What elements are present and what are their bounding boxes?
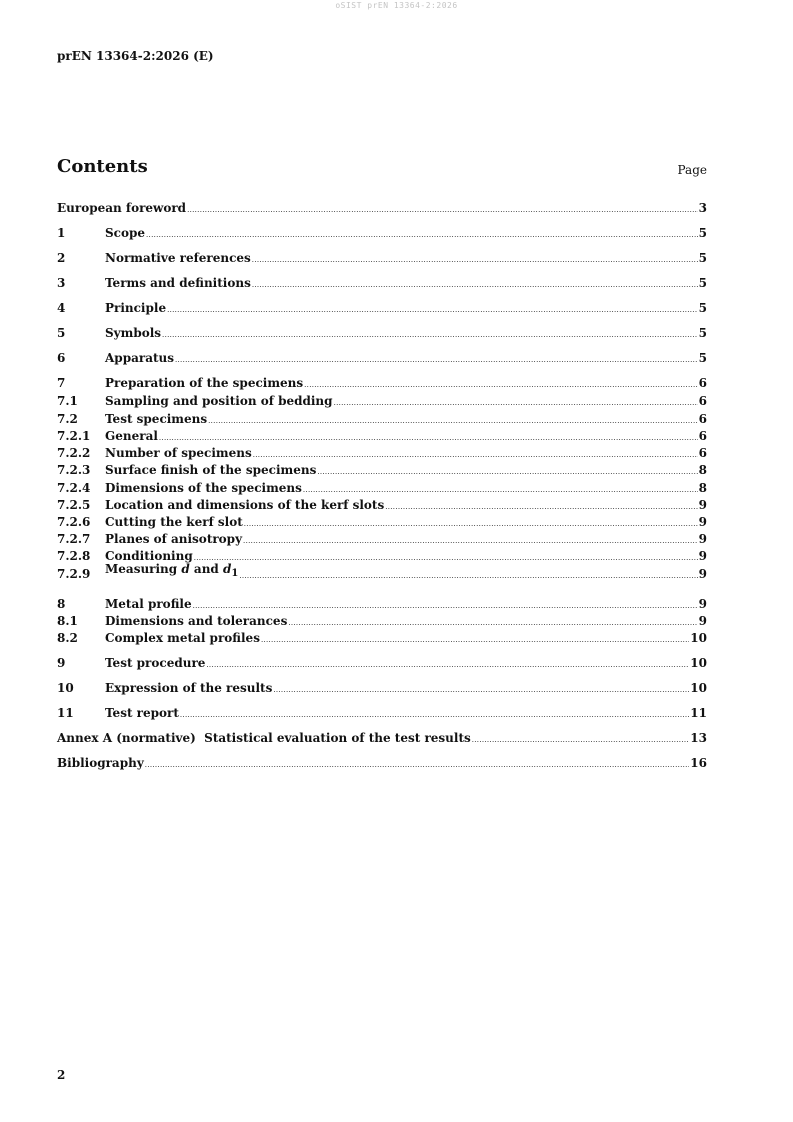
symbol-d: d: [181, 562, 190, 576]
toc-entry-annex-a[interactable]: [57, 730, 707, 746]
toc-page: 5: [698, 301, 707, 315]
dot-leader: [252, 255, 698, 266]
toc-page: 8: [698, 463, 707, 477]
toc-page: 9: [698, 597, 707, 611]
toc-number: 8: [57, 597, 66, 611]
toc-number: 1: [57, 226, 66, 240]
toc-number: 7.1: [57, 394, 78, 408]
dot-leader: [194, 553, 698, 564]
toc-title: Terms and definitions: [105, 276, 251, 290]
contents-title: Contents: [57, 156, 148, 177]
toc-number: 7.2.1: [57, 429, 91, 443]
toc-title: Symbols: [105, 326, 162, 340]
contents-header: [57, 156, 707, 182]
toc-page: 9: [698, 549, 707, 563]
dot-leader: [167, 305, 698, 316]
toc-number: 3: [57, 276, 66, 290]
toc-entry-8-1[interactable]: [57, 613, 707, 629]
dot-leader: [472, 735, 690, 746]
toc-number: 4: [57, 301, 66, 315]
toc-entry-1[interactable]: [57, 225, 707, 241]
dot-leader: [146, 230, 698, 241]
toc-entry-7-2-4[interactable]: [57, 480, 707, 496]
toc-title: Complex metal profiles: [105, 631, 260, 645]
document-id: prEN 13364-2:2026 (E): [57, 49, 214, 63]
toc-number: 7.2.7: [57, 532, 91, 546]
toc-entry-foreword[interactable]: [57, 200, 707, 216]
toc-title: Cutting the kerf slot: [105, 515, 243, 529]
page-number: 2: [57, 1068, 66, 1082]
toc-entry-6[interactable]: [57, 350, 707, 366]
toc-number: 7.2: [57, 412, 78, 426]
watermark: oSIST prEN 13364-2:2026: [335, 1, 458, 10]
dot-leader: [175, 355, 698, 366]
toc-number: 8.2: [57, 631, 78, 645]
toc-entry-7-2-1[interactable]: [57, 428, 707, 444]
toc-number: 8.1: [57, 614, 78, 628]
title-text: and: [189, 562, 223, 576]
toc-title: Expression of the results: [105, 681, 273, 695]
toc-entry-11[interactable]: [57, 705, 707, 721]
toc-number: 7.2.6: [57, 515, 91, 529]
toc-entry-7-2-9[interactable]: [57, 562, 707, 582]
toc-entry-3[interactable]: [57, 275, 707, 291]
toc-page: 5: [698, 226, 707, 240]
toc-title: Test report: [105, 706, 179, 720]
toc-entry-10[interactable]: [57, 680, 707, 696]
toc-number: 10: [57, 681, 74, 695]
toc-entry-5[interactable]: [57, 325, 707, 341]
toc-page: 11: [690, 706, 707, 720]
toc-title: Principle: [105, 301, 167, 315]
toc-title: Metal profile: [105, 597, 192, 611]
toc-number: 7.2.9: [57, 567, 91, 581]
toc-page: 9: [698, 567, 707, 581]
toc-page: 9: [698, 498, 707, 512]
toc-title: Test specimens: [105, 412, 208, 426]
toc-number: 7.2.8: [57, 549, 91, 563]
toc-number: 6: [57, 351, 66, 365]
toc-entry-8-2[interactable]: [57, 630, 707, 646]
toc-entry-7-2-3[interactable]: [57, 462, 707, 478]
dot-leader: [273, 685, 689, 696]
toc-page: 6: [698, 429, 707, 443]
dot-leader: [239, 571, 697, 582]
toc-page: 10: [690, 631, 707, 645]
toc-page: 10: [690, 656, 707, 670]
dot-leader: [252, 280, 698, 291]
toc-entry-7-2-5[interactable]: [57, 497, 707, 513]
toc-page: 9: [698, 532, 707, 546]
dot-leader: [208, 416, 698, 427]
dot-leader: [253, 450, 698, 461]
dot-leader: [244, 519, 698, 530]
dot-leader: [187, 205, 698, 216]
toc-number: 7: [57, 376, 66, 390]
toc-title: Test procedure: [105, 656, 206, 670]
dot-leader: [385, 502, 697, 513]
dot-leader: [193, 601, 698, 612]
toc-number: 7.2.5: [57, 498, 91, 512]
toc-title: European foreword: [57, 201, 187, 215]
toc-title: Conditioning: [105, 549, 193, 563]
toc-page: 8: [698, 481, 707, 495]
toc-page: 6: [698, 394, 707, 408]
toc-entry-7-1[interactable]: [57, 393, 707, 409]
dot-leader: [159, 433, 698, 444]
toc-page: 6: [698, 412, 707, 426]
toc-title: Annex A (normative) Statistical evaluation of the test results: [57, 731, 471, 745]
toc-title: Preparation of the specimens: [105, 376, 304, 390]
dot-leader: [317, 467, 697, 478]
toc-page: 6: [698, 376, 707, 390]
toc-entry-7-2-6[interactable]: [57, 514, 707, 530]
dot-leader: [334, 398, 698, 409]
toc-page: 5: [698, 326, 707, 340]
toc-entry-4[interactable]: [57, 300, 707, 316]
toc-title: Dimensions and tolerances: [105, 614, 288, 628]
subscript: 1: [231, 568, 239, 579]
toc-number: 7.2.4: [57, 481, 91, 495]
toc-entry-9[interactable]: [57, 655, 707, 671]
toc-number: 5: [57, 326, 66, 340]
title-text: Measuring: [105, 562, 182, 576]
dot-leader: [304, 380, 698, 391]
toc-title: Normative references: [105, 251, 251, 265]
dot-leader: [162, 330, 698, 341]
toc-entry-8[interactable]: [57, 596, 707, 612]
toc-title: General: [105, 429, 158, 443]
toc-entry-7-2[interactable]: [57, 411, 707, 427]
toc-page: 5: [698, 251, 707, 265]
dot-leader: [243, 536, 698, 547]
toc-title: Scope: [105, 226, 146, 240]
toc-entry-7[interactable]: [57, 375, 707, 391]
toc-page: 3: [698, 201, 707, 215]
toc-title: Apparatus: [105, 351, 174, 365]
toc-page: 13: [690, 731, 707, 745]
toc-page: 6: [698, 446, 707, 460]
toc-number: 11: [57, 706, 74, 720]
toc-title: Location and dimensions of the kerf slots: [105, 498, 385, 512]
toc-entry-2[interactable]: [57, 250, 707, 266]
toc-number: 7.2.3: [57, 463, 91, 477]
dot-leader: [303, 485, 698, 496]
toc-entry-7-2-2[interactable]: [57, 445, 707, 461]
toc-title: Dimensions of the specimens: [105, 481, 302, 495]
toc-page: 5: [698, 276, 707, 290]
toc-number: 2: [57, 251, 66, 265]
toc-entry-7-2-7[interactable]: [57, 531, 707, 547]
toc-page: 10: [690, 681, 707, 695]
symbol-d1: d: [223, 562, 232, 576]
toc-page: 16: [690, 756, 707, 770]
toc-title: Planes of anisotropy: [105, 532, 243, 546]
dot-leader: [145, 760, 690, 771]
toc-entry-bibliography[interactable]: [57, 755, 707, 771]
toc-number: 9: [57, 656, 66, 670]
toc-title: Bibliography: [57, 756, 144, 770]
toc-title: Surface finish of the specimens: [105, 463, 317, 477]
toc-title: [105, 561, 238, 582]
dot-leader: [206, 660, 689, 671]
toc-page: 9: [698, 515, 707, 529]
toc-number: 7.2.2: [57, 446, 91, 460]
page-column-label: Page: [677, 163, 707, 177]
toc-page: 5: [698, 351, 707, 365]
dot-leader: [180, 710, 689, 721]
toc-title: Number of specimens: [105, 446, 252, 460]
dot-leader: [288, 618, 697, 629]
dot-leader: [261, 635, 689, 646]
toc-page: 9: [698, 614, 707, 628]
toc-title: Sampling and position of bedding: [105, 394, 333, 408]
